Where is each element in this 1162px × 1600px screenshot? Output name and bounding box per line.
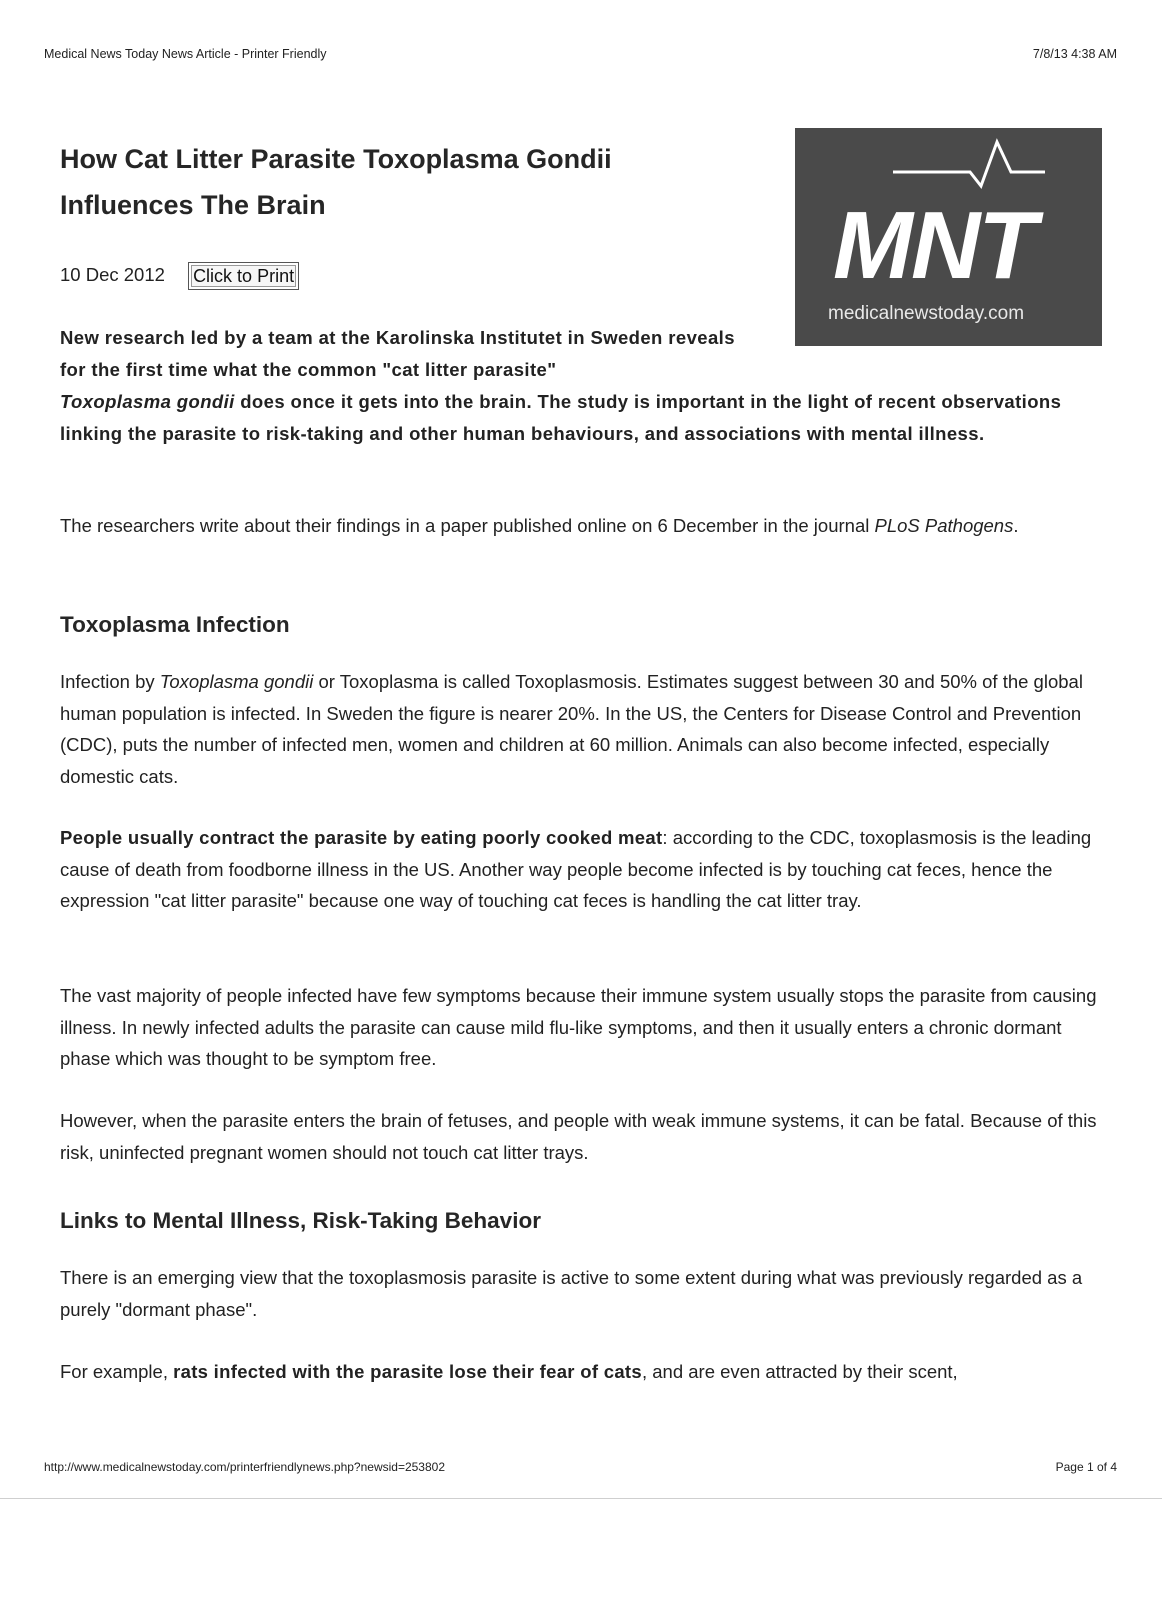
article-title-line2: Influences The Brain xyxy=(60,190,326,220)
s2p2-bold: rats infected with the parasite lose their fear of cats xyxy=(173,1361,642,1382)
print-header-title: Medical News Today News Article - Printer Friendly xyxy=(44,47,327,61)
section1-paragraph3: The vast majority of people infected have few symptoms because their immune system usually stops the parasite from causing illness. In newly infected adults the parasite can cause mild flu-like symptoms, and then it usually enters a chronic dormant phase which was thought to be symptom free. xyxy=(60,985,1097,1069)
logo-brand: MNT xyxy=(833,192,1035,299)
s1p1-a: Infection by xyxy=(60,671,160,692)
s2p2-a: For example, xyxy=(60,1361,174,1382)
section1-paragraph2 xyxy=(60,822,1110,917)
page-divider xyxy=(0,1498,1162,1499)
section2-paragraph1: There is an emerging view that the toxoplasmosis parasite is active to some extent during what was previously regarded as a purely "dormant phase". xyxy=(60,1267,1083,1320)
s1p1-b: or Toxoplasma is called Toxoplasmosis. Estimates suggest between 30 and 50% of the global human population is infected. In Sweden the figure is nearer 20%. In the US, the Centers for Disease Control and Prevention (CDC), puts the number of infected men, women and children at 60 million. Animals can also become infected, especially domestic cats. xyxy=(60,671,1083,787)
intro-end: . xyxy=(1013,515,1019,536)
s2p2-b: , and are even attracted by their scent, xyxy=(641,1361,958,1382)
intro-text: The researchers write about their findings in a paper published online on 6 December in the journal xyxy=(60,515,875,536)
click-to-print-button[interactable]: Click to Print xyxy=(188,262,299,290)
section-heading-mental-illness: Links to Mental Illness, Risk-Taking Behavior xyxy=(60,1208,541,1233)
date-row xyxy=(60,262,299,290)
lead-line1: New research led by a team at the Karolinska Institutet in Sweden reveals for the first time what the common "cat litter parasite" xyxy=(60,327,735,380)
s1p1-italic: Toxoplasma gondii xyxy=(159,671,314,692)
mnt-logo xyxy=(795,128,1102,346)
section1-paragraph4: However, when the parasite enters the brain of fetuses, and people with weak immune systems, it can be fatal. Because of this risk, uninfected pregnant women should not touch cat litter trays. xyxy=(60,1110,1097,1163)
article-date: 10 Dec 2012 xyxy=(60,263,165,285)
article-title-line1: How Cat Litter Parasite Toxoplasma Gondii xyxy=(60,144,612,174)
print-header-datetime: 7/8/13 4:38 AM xyxy=(1032,47,1117,61)
section1-paragraph1 xyxy=(60,666,1110,792)
journal-name: PLoS Pathogens xyxy=(874,515,1014,536)
footer-url: http://www.medicalnewstoday.com/printerfriendlynews.php?newsid=253802 xyxy=(44,1460,445,1474)
logo-domain: medicalnewstoday.com xyxy=(828,303,1025,324)
footer-page-number: Page 1 of 4 xyxy=(1055,1460,1117,1474)
article-title xyxy=(60,136,760,228)
section2-paragraph2 xyxy=(60,1356,1110,1388)
lead-italic: Toxoplasma gondii xyxy=(60,391,235,412)
section-heading-toxoplasma-infection: Toxoplasma Infection xyxy=(60,612,290,637)
lead-rest: does once it gets into the brain. The study is important in the light of recent observations linking the parasite to risk-taking and other human behaviours, and associations with mental illness. xyxy=(60,391,1062,444)
lead-paragraph xyxy=(60,322,1120,450)
s1p2-bold: People usually contract the parasite by eating poorly cooked meat xyxy=(60,827,663,848)
s1p2-rest: : according to the CDC, toxoplasmosis is the leading cause of death from foodborne illness in the US. Another way people become infected is by touching cat feces, hence the expression "cat litter parasite" because one way of touching cat feces is handling the cat litter tray. xyxy=(60,827,1092,911)
intro-paragraph xyxy=(60,510,1110,542)
